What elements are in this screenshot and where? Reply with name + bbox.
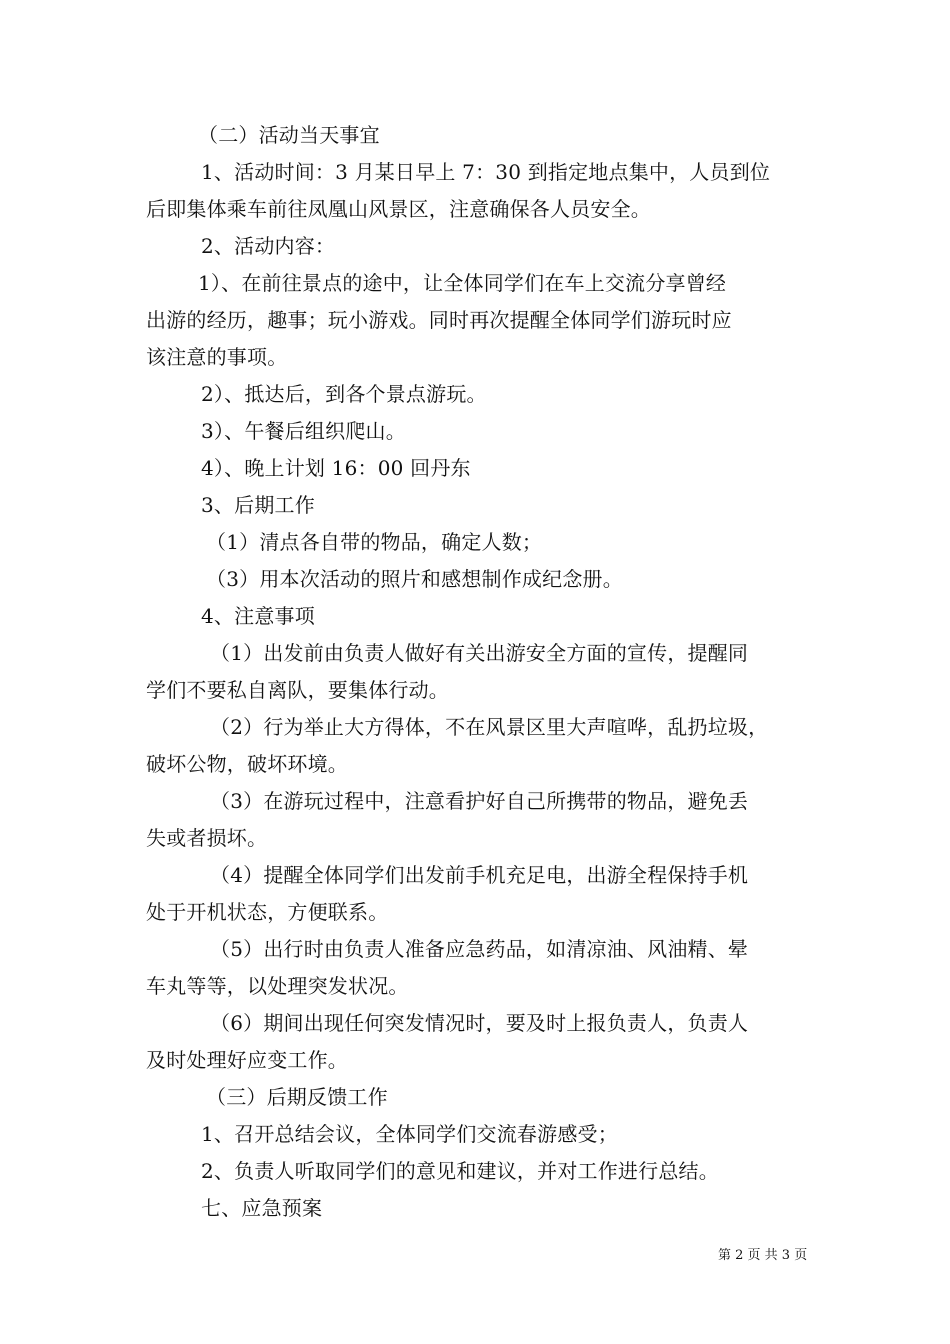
paragraph-line: 后即集体乘车前往凤凰山风景区，注意确保各人员安全。: [146, 197, 651, 221]
paragraph-line: 失或者损坏。: [146, 826, 268, 850]
paragraph-line: 3）、午餐后组织爬山。: [201, 419, 406, 443]
paragraph-line: 1、召开总结会议，全体同学们交流春游感受；: [201, 1122, 618, 1146]
paragraph-line: 出游的经历，趣事；玩小游戏。同时再次提醒全体同学们游玩时应: [146, 308, 732, 332]
paragraph-line: （6）期间出现任何突发情况时，要及时上报负责人，负责人: [210, 1011, 749, 1035]
paragraph-line: （3）用本次活动的照片和感想制作成纪念册。: [206, 567, 623, 591]
paragraph-line: 车丸等等，以处理突发状况。: [146, 974, 409, 998]
section-heading-feedback: （三）后期反馈工作: [206, 1085, 388, 1109]
paragraph-line: 2）、抵达后，到各个景点游玩。: [201, 382, 487, 406]
paragraph-line: 处于开机状态，方便联系。: [146, 900, 389, 924]
paragraph-line: 2、活动内容：: [201, 234, 336, 258]
paragraph-line: （3）在游玩过程中，注意看护好自己所携带的物品，避免丢: [210, 789, 749, 813]
paragraph-line: 4、注意事项: [201, 604, 315, 628]
paragraph-line: （1）出发前由负责人做好有关出游安全方面的宣传，提醒同: [210, 641, 749, 665]
paragraph-line: 及时处理好应变工作。: [146, 1048, 348, 1072]
paragraph-line: 该注意的事项。: [146, 345, 288, 369]
page-number-indicator: 第 2 页 共 3 页: [718, 1248, 808, 1263]
paragraph-line: 1、活动时间：3 月某日早上 7：30 到指定地点集中，人员到位: [201, 160, 771, 184]
section-heading-emergency-plan: 七、应急预案: [201, 1196, 323, 1220]
paragraph-line: （1）清点各自带的物品，确定人数；: [206, 530, 543, 554]
paragraph-line: 破坏公物，破坏环境。: [146, 752, 348, 776]
paragraph-line: （5）出行时由负责人准备应急药品，如清凉油、风油精、晕: [210, 937, 749, 961]
paragraph-line: 3、后期工作: [201, 493, 315, 517]
paragraph-line: （2）行为举止大方得体，不在风景区里大声喧哗，乱扔垃圾，: [210, 715, 769, 739]
section-heading-activity-day: （二）活动当天事宜: [198, 123, 380, 147]
paragraph-line: 2、负责人听取同学们的意见和建议，并对工作进行总结。: [201, 1159, 719, 1183]
paragraph-line: 1）、在前往景点的途中，让全体同学们在车上交流分享曾经: [198, 271, 727, 295]
paragraph-line: （4）提醒全体同学们出发前手机充足电，出游全程保持手机: [210, 863, 749, 887]
paragraph-line: 学们不要私自离队，要集体行动。: [146, 678, 449, 702]
paragraph-line: 4）、晚上计划 16：00 回丹东: [201, 456, 471, 480]
document-body: [146, 117, 811, 1227]
